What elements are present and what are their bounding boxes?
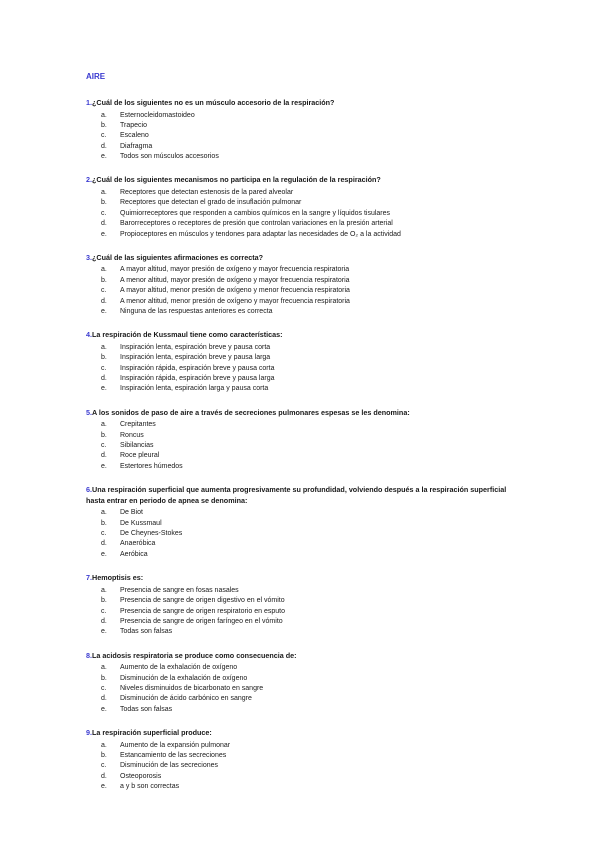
- option-letter: c.: [101, 762, 107, 770]
- option-item: [86, 596, 516, 606]
- option-letter: c.: [101, 132, 107, 140]
- option-text: Roncus: [120, 431, 144, 439]
- option-letter: a.: [101, 586, 107, 594]
- option-list: [86, 420, 516, 472]
- option-item: [86, 188, 516, 198]
- option-text: Ninguna de las respuestas anteriores es correcta: [120, 307, 273, 315]
- option-item: [86, 297, 516, 307]
- option-item: [86, 694, 516, 704]
- option-text: Aeróbica: [120, 550, 148, 558]
- option-item: [86, 607, 516, 617]
- question-body: La respiración de Kussmaul tiene como características:: [92, 330, 283, 340]
- option-letter: a.: [101, 421, 107, 429]
- option-letter: e.: [101, 550, 107, 558]
- option-text: Todos son músculos accesorios: [120, 153, 219, 161]
- question-text: [86, 485, 516, 506]
- option-text: Aumento de la exhalación de oxígeno: [120, 664, 238, 672]
- option-text: Presencia de sangre de origen respiratorio en esputo: [120, 607, 285, 615]
- question-8: [86, 651, 516, 715]
- option-letter: d.: [101, 617, 107, 625]
- question-text: [86, 330, 516, 341]
- section-title: AIRE: [86, 72, 106, 81]
- question-7: [86, 573, 516, 637]
- question-text: [86, 98, 516, 109]
- question-4: [86, 330, 516, 394]
- option-letter: d.: [101, 375, 107, 383]
- option-item: [86, 111, 516, 121]
- option-list: [86, 663, 516, 715]
- option-text: Roce pleural: [120, 452, 160, 460]
- option-item: [86, 374, 516, 384]
- option-letter: e.: [101, 628, 107, 636]
- option-text: Niveles disminuidos de bicarbonato en sangre: [120, 684, 264, 692]
- option-item: [86, 539, 516, 549]
- option-text: Diafragma: [120, 142, 153, 150]
- option-letter: a.: [101, 111, 107, 119]
- option-letter: a.: [101, 266, 107, 274]
- option-list: [86, 188, 516, 240]
- option-text: Osteoporosis: [120, 772, 162, 780]
- option-letter: c.: [101, 287, 107, 295]
- option-text: Estertores húmedos: [120, 462, 183, 470]
- option-letter: b.: [101, 752, 107, 760]
- option-text: Todas son falsas: [120, 628, 173, 636]
- option-letter: c.: [101, 364, 107, 372]
- option-text: Anaeróbica: [120, 540, 156, 548]
- option-item: [86, 451, 516, 461]
- option-text: Crepitantes: [120, 421, 156, 429]
- option-letter: e.: [101, 153, 107, 161]
- question-number: 1.: [86, 98, 92, 107]
- option-text: A mayor altitud, menor presión de oxígeno y menor frecuencia respiratoria: [120, 287, 350, 295]
- question-1: [86, 98, 516, 162]
- option-list: [86, 586, 516, 638]
- option-letter: c.: [101, 684, 107, 692]
- option-item: [86, 121, 516, 131]
- option-letter: a.: [101, 509, 107, 517]
- option-text: Presencia de sangre de origen digestivo en el vómito: [120, 597, 285, 605]
- question-body: Hemoptisis es:: [92, 573, 144, 583]
- option-letter: b.: [101, 199, 107, 207]
- option-item: [86, 265, 516, 275]
- option-text: Inspiración lenta, espiración breve y pausa corta: [120, 343, 271, 351]
- option-letter: e.: [101, 230, 107, 238]
- option-list: [86, 508, 516, 560]
- option-item: [86, 286, 516, 296]
- option-item: [86, 663, 516, 673]
- option-list: [86, 741, 516, 793]
- option-item: [86, 586, 516, 596]
- option-item: [86, 152, 516, 162]
- document-page: [86, 72, 516, 806]
- question-body: La respiración superficial produce:: [92, 728, 212, 738]
- option-item: [86, 353, 516, 363]
- option-item: [86, 519, 516, 529]
- option-letter: a.: [101, 188, 107, 196]
- option-item: [86, 230, 516, 240]
- option-text: Quimiorreceptores que responden a cambios químicos en la sangre y líquidos tisulares: [120, 209, 391, 217]
- question-body: ¿Cuál de las siguientes afirmaciones es correcta?: [92, 252, 263, 262]
- question-number: 4.: [86, 330, 92, 340]
- option-text: Presencia de sangre en fosas nasales: [120, 586, 239, 594]
- option-text: Inspiración lenta, espiración breve y pausa larga: [120, 354, 271, 362]
- option-item: [86, 617, 516, 627]
- option-item: [86, 420, 516, 430]
- question-number: 5.: [86, 407, 92, 417]
- option-letter: c.: [101, 209, 107, 217]
- option-letter: a.: [101, 741, 107, 749]
- option-letter: d.: [101, 142, 107, 150]
- option-item: [86, 441, 516, 451]
- option-text: Barorreceptores o receptores de presión que controlan variaciones en la presión arterial: [120, 220, 393, 228]
- option-text: Inspiración rápida, espiración breve y pausa corta: [120, 364, 275, 372]
- question-body: ¿Cuál de los siguientes mecanismos no participa en la regulación de la respiración?: [92, 175, 381, 185]
- option-item: [86, 364, 516, 374]
- option-text: Inspiración rápida, espiración breve y pausa larga: [120, 375, 275, 383]
- option-letter: e.: [101, 705, 107, 713]
- question-body: A los sonidos de paso de aire a través de secreciones pulmonares espesas se les denomina:: [92, 407, 410, 417]
- question-number: 9.: [86, 728, 92, 738]
- option-text: Inspiración lenta, espiración larga y pausa corta: [120, 385, 269, 393]
- option-item: [86, 307, 516, 317]
- option-text: Todas son falsas: [120, 705, 173, 713]
- option-text: Escaleno: [120, 132, 149, 140]
- option-letter: c.: [101, 442, 107, 450]
- option-text: Receptores que detectan estenosis de la pared alveolar: [120, 188, 294, 196]
- option-item: [86, 276, 516, 286]
- option-letter: a.: [101, 664, 107, 672]
- option-text: A mayor altitud, mayor presión de oxígeno y mayor frecuencia respiratoria: [120, 266, 350, 274]
- option-item: [86, 684, 516, 694]
- question-text: [86, 253, 516, 264]
- option-text: De Kussmaul: [120, 519, 162, 527]
- option-item: [86, 384, 516, 394]
- option-item: [86, 782, 516, 792]
- option-text: Estancamiento de las secreciones: [120, 752, 227, 760]
- option-letter: a.: [101, 343, 107, 351]
- option-item: [86, 198, 516, 208]
- option-text: Esternocleidomastoideo: [120, 111, 195, 119]
- question-number: 2.: [86, 175, 92, 185]
- option-item: [86, 550, 516, 560]
- question-number: 8.: [86, 650, 92, 660]
- option-item: [86, 462, 516, 472]
- question-text: [86, 573, 516, 584]
- option-letter: e.: [101, 385, 107, 393]
- option-text: De Biot: [120, 509, 143, 517]
- option-letter: e.: [101, 783, 107, 791]
- option-letter: b.: [101, 431, 107, 439]
- option-item: [86, 508, 516, 518]
- option-letter: b.: [101, 354, 107, 362]
- option-item: [86, 674, 516, 684]
- option-text: Disminución de ácido carbónico en sangre: [120, 695, 252, 703]
- option-text: Receptores que detectan el grado de insuflación pulmonar: [120, 199, 302, 207]
- option-item: [86, 209, 516, 219]
- question-2: [86, 175, 516, 239]
- option-letter: d.: [101, 772, 107, 780]
- question-list: [86, 98, 516, 793]
- option-letter: b.: [101, 121, 107, 129]
- option-item: [86, 761, 516, 771]
- option-item: [86, 627, 516, 637]
- question-number: 6.: [86, 485, 92, 495]
- option-item: [86, 219, 516, 229]
- option-text: Presencia de sangre de origen faríngeo en el vómito: [120, 617, 283, 625]
- option-item: [86, 431, 516, 441]
- option-item: [86, 131, 516, 141]
- option-text: De Cheynes-Stokes: [120, 530, 183, 538]
- option-text: A menor altitud, menor presión de oxígeno y mayor frecuencia respiratoria: [120, 297, 350, 305]
- question-number: 7.: [86, 573, 92, 583]
- option-item: [86, 705, 516, 715]
- option-list: [86, 111, 516, 163]
- question-6: [86, 485, 516, 560]
- option-item: [86, 529, 516, 539]
- option-letter: e.: [101, 307, 107, 315]
- question-body: Una respiración superficial que aumenta progresivamente su profundidad, volviendo después a la respiración superficial hasta entrar en periodo de apnea se denomina:: [86, 485, 507, 505]
- option-letter: c.: [101, 607, 107, 615]
- option-text: Sibilancias: [120, 442, 154, 450]
- option-letter: b.: [101, 519, 107, 527]
- option-text: Disminución de las secreciones: [120, 762, 219, 770]
- option-letter: d.: [101, 540, 107, 548]
- option-letter: d.: [101, 220, 107, 228]
- option-letter: d.: [101, 452, 107, 460]
- option-item: [86, 772, 516, 782]
- option-item: [86, 751, 516, 761]
- question-text: [86, 728, 516, 739]
- question-body: La acidosis respiratoria se produce como consecuencia de:: [92, 650, 297, 660]
- option-letter: b.: [101, 276, 107, 284]
- option-item: [86, 741, 516, 751]
- option-text: Disminución de la exhalación de oxígeno: [120, 674, 248, 682]
- question-number: 3.: [86, 252, 92, 262]
- option-letter: e.: [101, 462, 107, 470]
- option-letter: c.: [101, 530, 107, 538]
- question-text: [86, 408, 516, 419]
- option-text: Propioceptores en músculos y tendones para adaptar las necesidades de O₂ a la actividad: [120, 230, 401, 238]
- option-text: Trapecio: [120, 121, 147, 129]
- option-text: a y b son correctas: [120, 783, 180, 791]
- option-text: Aumento de la expansión pulmonar: [120, 741, 231, 749]
- option-list: [86, 265, 516, 317]
- question-text: [86, 175, 516, 186]
- question-5: [86, 408, 516, 472]
- question-3: [86, 253, 516, 317]
- question-body: ¿Cuál de los siguientes no es un músculo accesorio de la respiración?: [92, 98, 335, 107]
- option-text: A menor altitud, mayor presión de oxígeno y mayor frecuencia respiratoria: [120, 276, 350, 284]
- option-letter: d.: [101, 695, 107, 703]
- option-letter: d.: [101, 297, 107, 305]
- option-item: [86, 142, 516, 152]
- option-item: [86, 343, 516, 353]
- option-list: [86, 343, 516, 395]
- question-9: [86, 728, 516, 792]
- option-letter: b.: [101, 674, 107, 682]
- question-text: [86, 651, 516, 662]
- option-letter: b.: [101, 597, 107, 605]
